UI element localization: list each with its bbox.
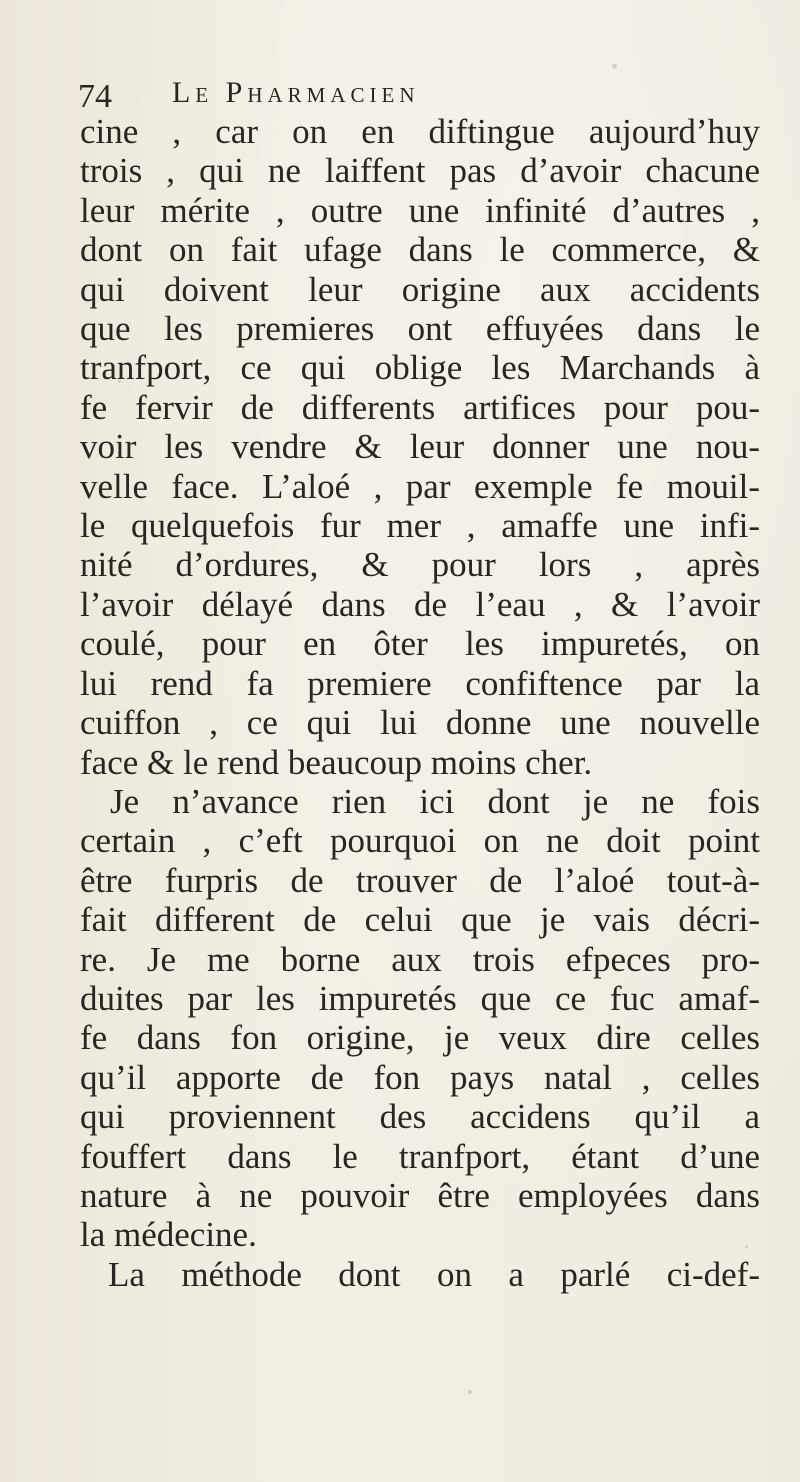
text-line: dont on fait ufage dans le commerce, & [80,230,760,270]
text-line: re. Je me borne aux trois efpeces pro- [80,939,760,979]
text-line: être furpris de trouver de l’aloé tout-à- [80,860,760,900]
running-head [78,72,728,115]
text-line: tranfport, ce qui oblige les Marchands à [80,348,760,388]
text-line: le quelquefois fur mer , amaffe une infi- [80,506,760,546]
page-number: 74 [78,78,112,115]
running-title: Le Pharmacien [172,76,420,109]
paper-speck [612,64,617,69]
text-line: certain , c’eft pourquoi on ne doit point [80,821,760,861]
paper-speck [118,380,121,383]
text-line: fe dans fon origine, je veux dire celles [80,1018,760,1058]
text-line: que les premieres ont effuyées dans le [80,309,760,349]
text-line: qui proviennent des accidens qu’il a [80,1097,760,1137]
paragraph-end-line: la médecine. [80,1215,257,1255]
paper-speck [468,1390,472,1394]
text-line: fouffert dans le tranfport, étant d’une [80,1136,760,1176]
text-line: trois , qui ne laiffent pas d’avoir chacune [80,151,760,191]
text-line: leur mérite , outre une infinité d’autres , [80,190,760,230]
text-line: lui rend fa premiere confiftence par la [80,663,760,703]
text-line: velle face. L’aloé , par exemple fe mouil- [80,466,760,506]
text-line: nature à ne pouvoir être employées dans [80,1175,760,1215]
text-line: voir les vendre & leur donner une nou- [80,427,760,467]
text-line: duites par les impuretés que ce fuc amaf- [80,978,760,1018]
paper-speck [745,1245,748,1248]
text-line: fe fervir de differents artifices pour pou- [80,387,760,427]
body-text [80,112,760,1294]
text-line: qui doivent leur origine aux accidents [80,269,760,309]
paragraph-end-line: face & le rend beaucoup moins cher. [80,742,593,782]
text-line: coulé, pour en ôter les impuretés, on [80,624,760,664]
text-line: nité d’ordures, & pour lors , après [80,545,760,585]
text-line: qu’il apporte de fon pays natal , celles [80,1057,760,1097]
paragraph-start-line: Je n’avance rien ici dont je ne fois [110,781,760,821]
paragraph-start-line: La méthode dont on a parlé ci-def- [108,1254,760,1294]
text-line: l’avoir délayé dans de l’eau , & l’avoir [80,584,760,624]
text-line: cine , car on en diftingue aujourd’huy [80,112,760,151]
text-line: cuiffon , ce qui lui donne une nouvelle [80,703,760,743]
text-line: fait different de celui que je vais décri- [80,900,760,940]
